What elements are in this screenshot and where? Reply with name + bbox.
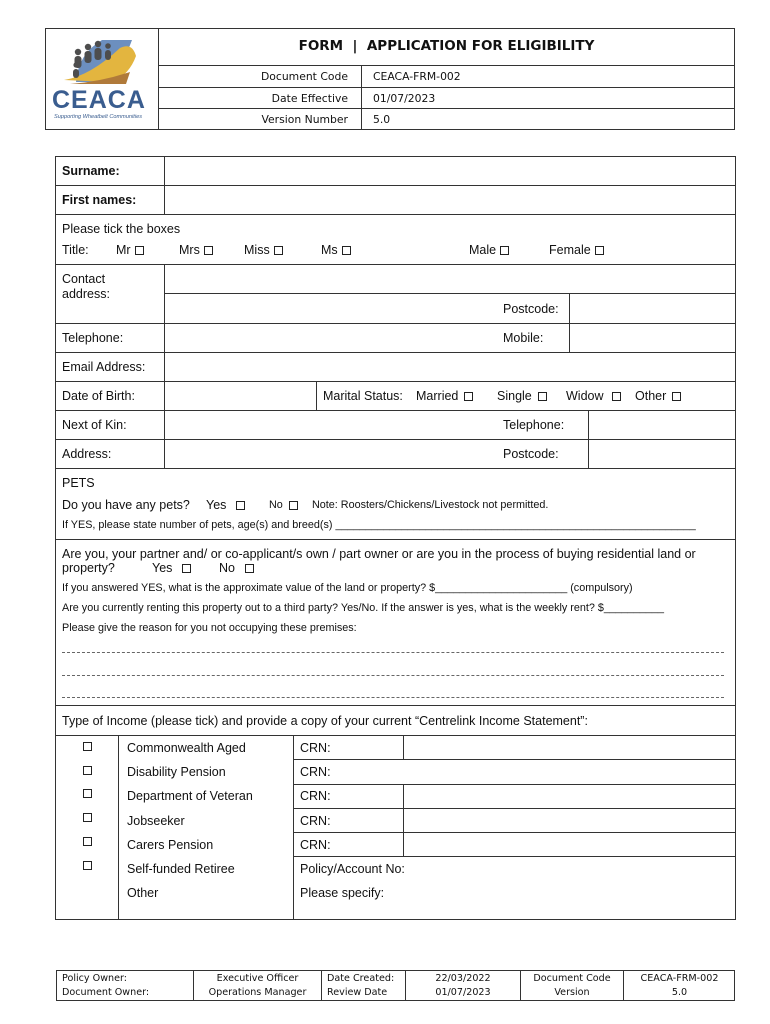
income-type: Self-funded Retiree	[127, 862, 235, 876]
single-checkbox[interactable]	[538, 392, 547, 401]
mr-checkbox[interactable]	[135, 246, 144, 255]
income-row	[56, 760, 735, 784]
contact-address-field[interactable]	[165, 265, 735, 293]
income-ref-label: CRN:	[300, 741, 331, 755]
income-type: Commonwealth Aged	[127, 741, 246, 755]
income-checkbox-disability-pension[interactable]	[83, 766, 92, 775]
income-type: Disability Pension	[127, 765, 226, 779]
nok-postcode-field[interactable]	[589, 440, 735, 468]
pets-detail: If YES, please state number of pets, age(s) and breed(s) ____________________________________________________________	[62, 519, 696, 531]
logo-tagline: Supporting Wheatbelt Communities	[54, 114, 142, 120]
contact-address-label: Contact address:	[62, 272, 110, 301]
email-label: Email Address:	[62, 360, 146, 374]
income-row	[56, 857, 735, 881]
pets-no-option: No	[269, 499, 298, 511]
reason-line-3[interactable]	[62, 697, 724, 698]
next-of-kin-field[interactable]	[165, 411, 495, 439]
document-owner-label: Document Owner:	[62, 987, 150, 998]
reason-line-2[interactable]	[62, 675, 724, 676]
policy-owner-label: Policy Owner:	[62, 973, 128, 984]
reason-line-1[interactable]	[62, 652, 724, 653]
date-created-value: 22/03/2022	[435, 973, 491, 984]
surname-field[interactable]	[165, 157, 735, 185]
income-row	[56, 736, 735, 759]
gender-option-female: Female	[549, 243, 604, 257]
income-type: Carers Pension	[127, 838, 214, 852]
marital-option-single: Single	[497, 389, 547, 403]
title-option-mrs: Mrs	[179, 243, 213, 257]
email-field[interactable]	[165, 353, 735, 381]
review-date-label: Review Date	[327, 987, 388, 998]
income-ref-label: CRN:	[300, 789, 331, 803]
widow-checkbox[interactable]	[612, 392, 621, 401]
pets-heading: PETS	[62, 476, 95, 490]
income-checkbox-self-funded-retiree[interactable]	[83, 861, 92, 870]
dob-label: Date of Birth:	[62, 389, 135, 403]
income-checkbox-jobseeker[interactable]	[83, 813, 92, 822]
income-checkbox-carers-pension[interactable]	[83, 837, 92, 846]
income-ref-label: CRN:	[300, 838, 331, 852]
income-row	[56, 833, 735, 856]
postcode-field[interactable]	[570, 294, 735, 323]
pets-yes-option: Yes	[206, 498, 245, 512]
title-label: Title:	[62, 243, 89, 257]
marital-option-married: Married	[416, 389, 473, 403]
property-yes-checkbox[interactable]	[182, 564, 191, 573]
footer-doc-code-value: CEACA-FRM-002	[640, 973, 719, 984]
marital-option-other: Other	[635, 389, 681, 403]
income-checkbox-commonwealth-aged[interactable]	[83, 742, 92, 751]
nok-telephone-label: Telephone:	[503, 418, 565, 432]
income-checkbox-department-of-veteran[interactable]	[83, 789, 92, 798]
miss-checkbox[interactable]	[274, 246, 283, 255]
income-row	[56, 881, 735, 919]
nok-telephone-field[interactable]	[589, 411, 735, 439]
dob-field[interactable]	[165, 382, 315, 410]
version-number-label: Version Number	[261, 113, 348, 126]
income-ref-label: CRN:	[300, 765, 331, 779]
mobile-label: Mobile:	[503, 331, 544, 345]
review-date-value: 01/07/2023	[435, 987, 491, 998]
property-no-checkbox[interactable]	[245, 564, 254, 573]
title-option-mr: Mr	[116, 243, 144, 257]
footer-doc-code-label: Document Code	[533, 973, 611, 984]
telephone-label: Telephone:	[62, 331, 124, 345]
pets-note: Note: Roosters/Chickens/Livestock not permitted.	[312, 499, 549, 511]
gender-option-male: Male	[469, 243, 509, 257]
doc-code-label: Document Code	[260, 70, 348, 83]
logo-name: CEACA	[52, 86, 146, 114]
footer-version-label: Version	[554, 987, 590, 998]
married-checkbox[interactable]	[464, 392, 473, 401]
footer-version-value: 5.0	[671, 987, 688, 998]
pets-no-checkbox[interactable]	[289, 501, 298, 510]
title-option-miss: Miss	[244, 243, 283, 257]
male-checkbox[interactable]	[500, 246, 509, 255]
female-checkbox[interactable]	[595, 246, 604, 255]
property-value-question: If you answered YES, what is the approximate value of the land or property? $______________________ (compulsory)	[62, 582, 633, 594]
pets-yes-checkbox[interactable]	[236, 501, 245, 510]
income-type: Department of Veteran	[127, 789, 253, 803]
other-checkbox[interactable]	[672, 392, 681, 401]
income-heading: Type of Income (please tick) and provide a copy of your current “Centrelink Income Statement”:	[62, 714, 588, 728]
postcode-label: Postcode:	[503, 302, 559, 316]
income-ref-label: Policy/Account No:	[300, 862, 405, 876]
income-ref-label: Please specify:	[300, 886, 385, 900]
property-question: Are you, your partner and/ or co-applicant/s own / part owner or are you in the process of buying residential land or property?	[62, 547, 696, 575]
income-row	[56, 809, 735, 832]
title-option-ms: Ms	[321, 243, 351, 257]
nok-address-field[interactable]	[165, 440, 495, 468]
surname-label: Surname:	[62, 164, 120, 178]
telephone-field[interactable]	[165, 324, 495, 352]
date-effective-label: Date Effective	[271, 92, 348, 105]
property-rent-question: Are you currently renting this property out to a third party? Yes/No. If the answer is yes, what is the weekly rent? $__________	[62, 602, 664, 614]
document-owner-value: Operations Manager	[208, 987, 307, 998]
next-of-kin-label: Next of Kin:	[62, 418, 127, 432]
mobile-field[interactable]	[570, 324, 735, 352]
address-label: Address:	[62, 447, 112, 461]
property-no-option: No	[219, 561, 254, 575]
income-row	[56, 785, 735, 808]
doc-code-value: CEACA-FRM-002	[373, 70, 461, 83]
income-type: Jobseeker	[127, 814, 185, 828]
date-created-label: Date Created:	[327, 973, 395, 984]
pets-question: Do you have any pets?	[62, 498, 190, 512]
property-reason-question: Please give the reason for you not occupying these premises:	[62, 622, 357, 634]
marital-status-label: Marital Status:	[323, 389, 403, 403]
tick-intro: Please tick the boxes	[62, 222, 181, 236]
property-yes-option: Yes	[152, 561, 191, 575]
income-ref-label: CRN:	[300, 814, 331, 828]
first-names-field[interactable]	[165, 186, 735, 214]
version-number-value: 5.0	[373, 113, 391, 126]
policy-owner-value: Executive Officer	[216, 973, 299, 984]
nok-postcode-label: Postcode:	[503, 447, 559, 461]
income-type: Other	[127, 886, 159, 900]
marital-option-widow: Widow	[566, 389, 621, 403]
form-title: FORM | APPLICATION FOR ELIGIBILITY	[298, 38, 595, 54]
ms-checkbox[interactable]	[342, 246, 351, 255]
first-names-label: First names:	[62, 193, 137, 207]
date-effective-value: 01/07/2023	[373, 92, 436, 105]
mrs-checkbox[interactable]	[204, 246, 213, 255]
